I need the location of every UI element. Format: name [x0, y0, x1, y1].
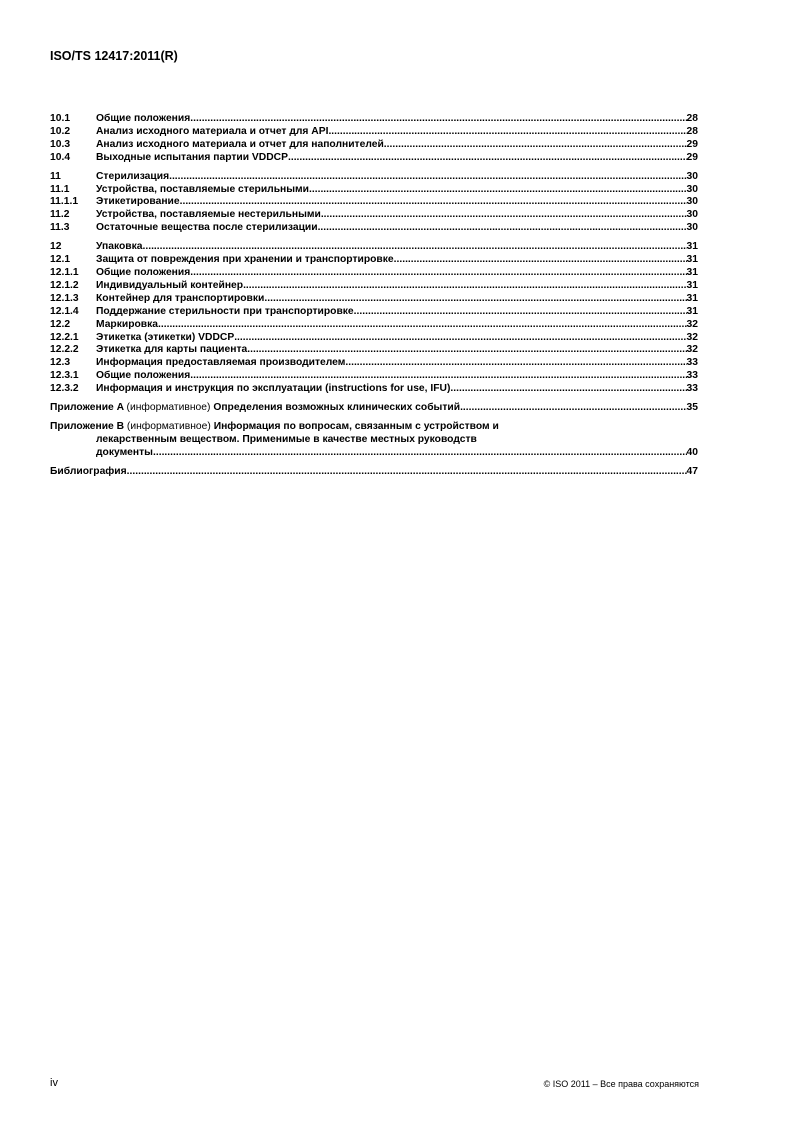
- toc-entry-number: 12.2.1: [50, 331, 79, 343]
- toc-entry-number: 10.3: [50, 138, 71, 150]
- toc-entry-number: 11.3: [50, 222, 70, 234]
- toc-entry-page: 31: [686, 241, 698, 253]
- toc-entry-title: Индивидуальный контейнер: [96, 279, 244, 291]
- dot-leader: [234, 332, 686, 345]
- toc-entry-page: 33: [686, 357, 698, 369]
- dot-leader: [328, 126, 686, 139]
- annex-b-page: 40: [686, 446, 698, 458]
- dot-leader: [321, 209, 687, 222]
- toc-entry[interactable]: [50, 383, 698, 396]
- toc-entry[interactable]: [50, 184, 698, 197]
- annex-a-kind: (информативное): [126, 402, 211, 414]
- table-of-contents: [50, 113, 698, 485]
- dot-leader: [318, 222, 687, 235]
- toc-entry-page: 31: [686, 305, 698, 317]
- toc-entry[interactable]: [50, 113, 698, 126]
- toc-entry-title: Анализ исходного материала и отчет для наполнителей: [96, 138, 384, 150]
- toc-entry-title: Общие положения: [96, 266, 191, 278]
- toc-group: [50, 241, 698, 396]
- toc-entry-title: Поддержание стерильности при транспортировке: [96, 305, 354, 317]
- annex-b-title-line2: лекарственным веществом. Применимые в качестве местных руководств: [96, 433, 477, 445]
- toc-entry-page: 30: [686, 196, 698, 208]
- dot-leader: [127, 466, 687, 479]
- dot-leader: [247, 344, 686, 357]
- toc-entry-page: 30: [686, 183, 698, 195]
- toc-entry-number: 10.2: [50, 125, 71, 137]
- toc-bibliography[interactable]: [50, 466, 698, 479]
- toc-entry-page: 29: [686, 151, 698, 163]
- dot-leader: [142, 241, 686, 254]
- toc-entry[interactable]: [50, 139, 698, 152]
- toc-entry-number: 12.3: [50, 357, 71, 369]
- toc-entry[interactable]: [50, 241, 698, 254]
- annex-b-kind: (информативное): [126, 420, 211, 432]
- dot-leader: [243, 280, 686, 293]
- toc-entry-title: Этикетка для карты пациента: [96, 344, 248, 356]
- footer-copyright: © ISO 2011 – Все права сохраняются: [543, 1079, 699, 1089]
- toc-annex-b[interactable]: [50, 421, 698, 460]
- toc-entry-title: Информация и инструкция по эксплуатации (instructions for use, IFU): [96, 383, 451, 395]
- dot-leader: [394, 254, 687, 267]
- dot-leader: [345, 357, 686, 370]
- toc-group: [50, 171, 698, 236]
- toc-entry-page: 29: [686, 138, 698, 150]
- annex-a-title: Определения возможных клинических событий: [213, 402, 461, 414]
- annex-b-title-line3: документы: [96, 446, 153, 458]
- toc-entry-title: Стерилизация: [96, 170, 170, 182]
- document-code: ISO/TS 12417:2011(R): [50, 49, 178, 63]
- dot-leader: [309, 184, 687, 197]
- toc-entry-title: Устройства, поставляемые стерильными: [96, 183, 309, 195]
- toc-entry-number: 11: [50, 170, 61, 182]
- toc-entry[interactable]: [50, 370, 698, 383]
- annex-b-label: Приложение B: [50, 420, 125, 432]
- toc-entry-page: 32: [686, 331, 698, 343]
- dot-leader: [354, 306, 687, 319]
- annex-b-title-line1: Информация по вопросам, связанным с устройством и: [213, 420, 499, 432]
- toc-entry[interactable]: [50, 152, 698, 165]
- toc-entry[interactable]: [50, 293, 698, 306]
- toc-entry-number: 12.2.2: [50, 344, 79, 356]
- toc-entry[interactable]: [50, 332, 698, 345]
- footer-page-number: iv: [50, 1077, 58, 1089]
- toc-entry-page: 31: [686, 266, 698, 278]
- toc-entry-number: 12.1.2: [50, 279, 79, 291]
- dot-leader: [153, 447, 687, 460]
- toc-entry-page: 30: [686, 222, 698, 234]
- toc-entry-number: 11.1: [50, 183, 70, 195]
- toc-entry-number: 11.1.1: [50, 196, 79, 208]
- toc-entry-number: 12.2: [50, 318, 71, 330]
- toc-entry-page: 28: [686, 125, 698, 137]
- toc-entry[interactable]: [50, 171, 698, 184]
- toc-entry-title: Этикетирование: [96, 196, 180, 208]
- toc-entry-title: Общие положения: [96, 370, 191, 382]
- toc-entry-page: 33: [686, 383, 698, 395]
- toc-entry[interactable]: [50, 209, 698, 222]
- toc-entry[interactable]: [50, 280, 698, 293]
- toc-entry[interactable]: [50, 222, 698, 235]
- dot-leader: [460, 402, 686, 415]
- annex-a-page: 35: [686, 402, 698, 414]
- toc-entry-number: 12.1: [50, 254, 71, 266]
- toc-entry-number: 11.2: [50, 209, 70, 221]
- dot-leader: [190, 267, 686, 280]
- toc-entry-title: Упаковка: [96, 241, 143, 253]
- toc-entry-title: Этикетка (этикетки) VDDCP: [96, 331, 235, 343]
- toc-annex-a[interactable]: [50, 402, 698, 415]
- toc-entry-title: Информация предоставляемая производителем: [96, 357, 346, 369]
- toc-entry-title: Устройства, поставляемые нестерильными: [96, 209, 321, 221]
- dot-leader: [264, 293, 686, 306]
- dot-leader: [190, 113, 686, 126]
- dot-leader: [450, 383, 686, 396]
- toc-entry-page: 30: [686, 209, 698, 221]
- dot-leader: [158, 319, 687, 332]
- dot-leader: [169, 171, 686, 184]
- toc-entry[interactable]: [50, 254, 698, 267]
- toc-entry[interactable]: [50, 196, 698, 209]
- toc-entry[interactable]: [50, 357, 698, 370]
- toc-entry-title: Общие положения: [96, 113, 191, 124]
- toc-entry-number: 12.1.4: [50, 305, 79, 317]
- toc-entry-number: 12.3.2: [50, 383, 79, 395]
- toc-entry[interactable]: [50, 344, 698, 357]
- toc-entry-title: Выходные испытания партии VDDCP: [96, 151, 288, 163]
- toc-entry-title: Остаточные вещества после стерилизации: [96, 222, 318, 234]
- toc-entry-number: 10.1: [50, 113, 71, 124]
- toc-entry-page: 33: [686, 370, 698, 382]
- bibliography-page: 47: [686, 465, 698, 477]
- dot-leader: [190, 370, 686, 383]
- toc-entry-page: 32: [686, 318, 698, 330]
- toc-entry[interactable]: [50, 126, 698, 139]
- toc-entry-page: 31: [686, 279, 698, 291]
- toc-entry-number: 12: [50, 241, 62, 253]
- toc-entry-page: 30: [686, 170, 698, 182]
- toc-entry[interactable]: [50, 319, 698, 332]
- dot-leader: [180, 196, 687, 209]
- toc-entry[interactable]: [50, 267, 698, 280]
- toc-entry-number: 12.1.1: [50, 266, 79, 278]
- toc-entry-number: 12.3.1: [50, 370, 79, 382]
- toc-entry-title: Анализ исходного материала и отчет для API: [96, 125, 329, 137]
- toc-entry-page: 28: [686, 113, 698, 124]
- toc-entry[interactable]: [50, 306, 698, 319]
- annex-a-label: Приложение A: [50, 402, 124, 414]
- toc-entry-title: Контейнер для транспортировки: [96, 292, 265, 304]
- dot-leader: [288, 152, 687, 165]
- toc-entry-title: Маркировка: [96, 318, 158, 330]
- toc-entry-page: 31: [686, 292, 698, 304]
- toc-entry-page: 31: [686, 254, 698, 266]
- dot-leader: [384, 139, 687, 152]
- toc-entry-title: Защита от повреждения при хранении и транспортировке: [96, 254, 394, 266]
- toc-group: [50, 113, 698, 165]
- toc-entry-page: 32: [686, 344, 698, 356]
- bibliography-title: Библиография: [50, 465, 127, 477]
- toc-entry-number: 10.4: [50, 151, 71, 163]
- toc-entry-number: 12.1.3: [50, 292, 79, 304]
- toc-groups: [50, 113, 698, 396]
